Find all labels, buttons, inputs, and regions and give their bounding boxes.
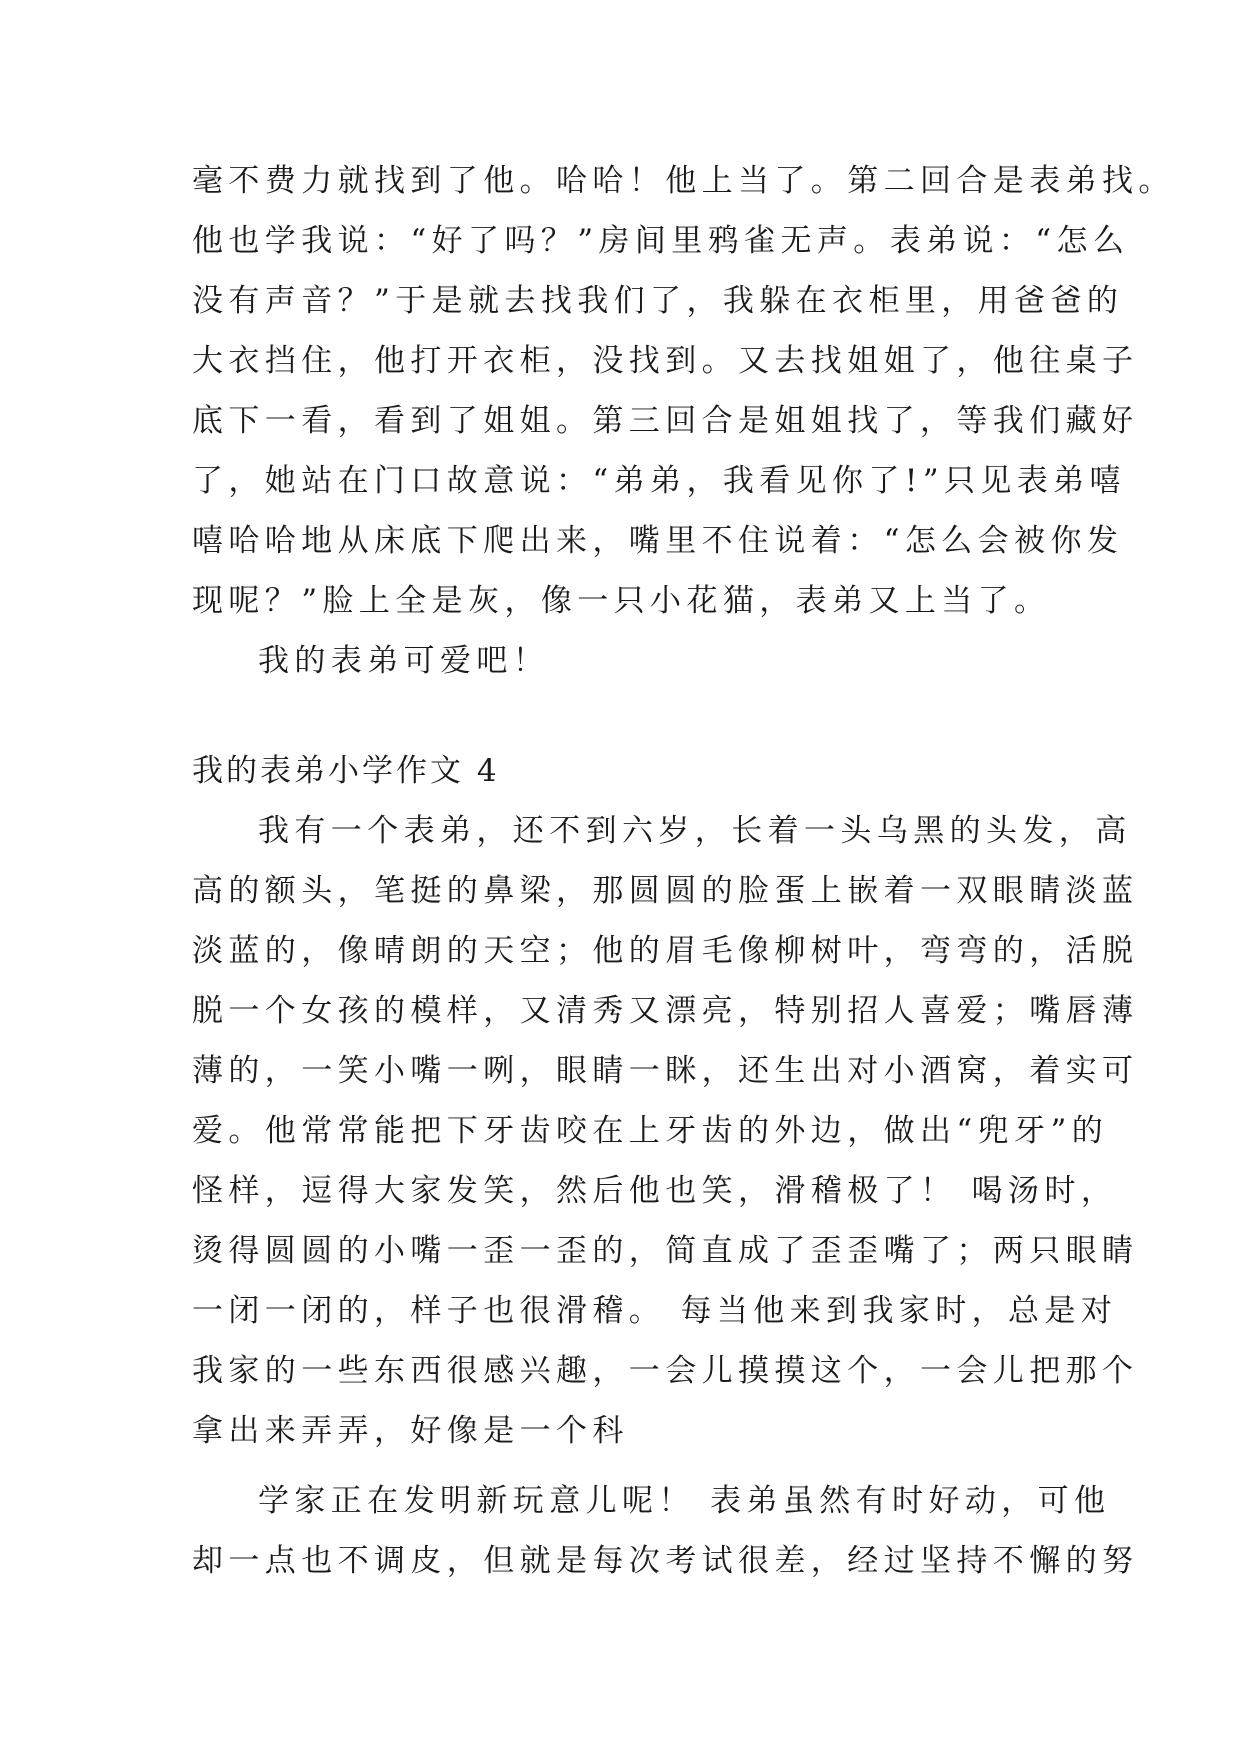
text-line: 烫得圆圆的小嘴一歪一歪的，简直成了歪歪嘴了；两只眼睛 (192, 1233, 1139, 1269)
text-line: 我的表弟可爱吧！ (258, 643, 550, 679)
text-line: 底下一看，看到了姐姐。第三回合是姐姐找了，等我们藏好 (192, 403, 1139, 439)
text-line: 淡蓝的，像晴朗的天空；他的眉毛像柳树叶，弯弯的，活脱 (192, 933, 1139, 969)
text-line: 却一点也不调皮，但就是每次考试很差，经过坚持不懈的努 (192, 1543, 1139, 1579)
text-line: 嘻哈哈地从床底下爬出来，嘴里不住说着：“怎么会被你发 (192, 523, 1124, 559)
text-line: 他也学我说：“好了吗？”房间里鸦雀无声。表弟说：“怎么 (192, 223, 1130, 259)
text-line: 学家正在发明新玩意儿呢！ 表弟虽然有时好动，可他 (258, 1483, 1111, 1519)
section-heading: 我的表弟小学作文 4 (192, 753, 500, 789)
text-line: 一闭一闭的，样子也很滑稽。 每当他来到我家时，总是对 (192, 1293, 1118, 1329)
text-line: 现呢？”脸上全是灰，像一只小花猫，表弟又上当了。 (192, 583, 1051, 619)
text-line: 高的额头，笔挺的鼻梁，那圆圆的脸蛋上嵌着一双眼睛淡蓝 (192, 873, 1139, 909)
text-line: 爱。他常常能把下牙齿咬在上牙齿的外边，做出“兜牙”的 (192, 1113, 1109, 1149)
text-line: 没有声音？”于是就去找我们了，我躲在衣柜里，用爸爸的 (192, 283, 1124, 319)
text-line: 我家的一些东西很感兴趣，一会儿摸摸这个，一会儿把那个 (192, 1353, 1139, 1389)
text-line: 脱一个女孩的模样，又清秀又漂亮，特别招人喜爱；嘴唇薄 (192, 993, 1139, 1029)
text-line: 薄的，一笑小嘴一咧，眼睛一眯，还生出对小酒窝，着实可 (192, 1053, 1139, 1089)
text-line: 了，她站在门口故意说：“弟弟，我看见你了!”只见表弟嘻 (192, 463, 1126, 499)
text-line: 怪样，逗得大家发笑，然后他也笑，滑稽极了！ 喝汤时， (192, 1173, 1118, 1209)
text-line: 拿出来弄弄，好像是一个科 (192, 1413, 629, 1449)
text-line: 大衣挡住，他打开衣柜，没找到。又去找姐姐了，他往桌子 (192, 343, 1139, 379)
text-line: 毫不费力就找到了他。哈哈！他上当了。第二回合是表弟找。 (192, 163, 1175, 199)
text-line: 我有一个表弟，还不到六岁，长着一头乌黑的头发，高 (258, 813, 1132, 849)
